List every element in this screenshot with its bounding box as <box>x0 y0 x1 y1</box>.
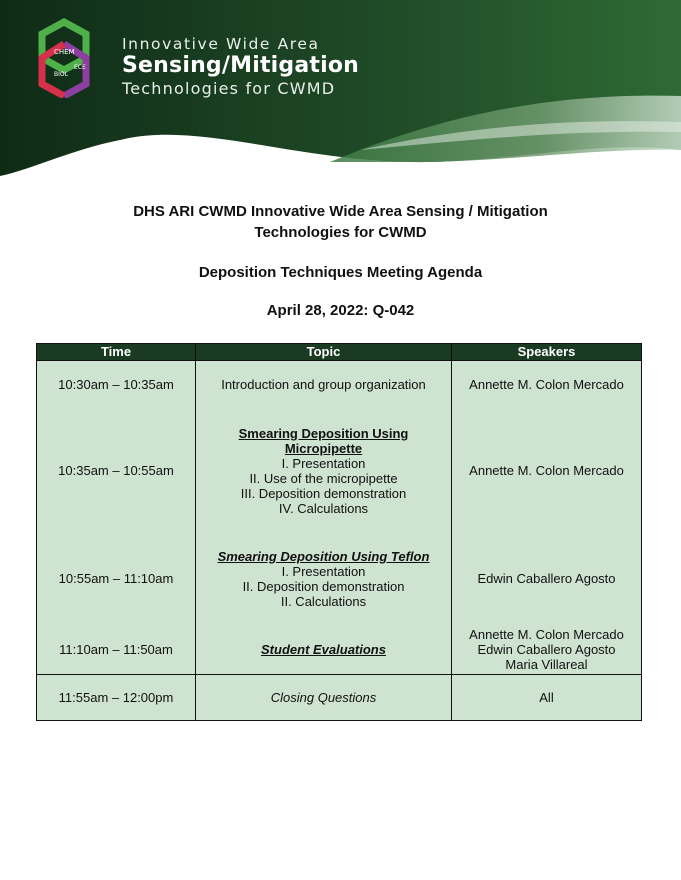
time-cell: 10:30am – 10:35am <box>37 361 196 409</box>
table-row <box>37 625 642 675</box>
header-speakers: Speakers <box>452 344 642 361</box>
speaker-cell: Annette M. Colon Mercado <box>452 361 642 409</box>
agenda-table <box>36 343 642 721</box>
speaker-cell: All <box>452 675 642 721</box>
header-time: Time <box>37 344 196 361</box>
topic-item: II. Calculations <box>280 593 367 609</box>
time-cell: 10:35am – 10:55am <box>37 409 196 533</box>
time-cell: 11:55am – 12:00pm <box>37 675 196 721</box>
topic-cell: Introduction and group organization <box>196 361 452 409</box>
topic-cell <box>196 625 452 675</box>
topic-cell <box>196 533 452 625</box>
logo <box>24 14 108 98</box>
speaker-name: Annette M. Colon Mercado <box>469 626 624 642</box>
topic-item: II. Deposition demonstration <box>242 578 405 594</box>
topic-heading: Smearing Deposition Using Teflon <box>217 548 430 564</box>
topic-heading: Smearing Deposition Using <box>238 425 409 441</box>
table-header-row <box>37 344 642 361</box>
brand-text <box>122 36 359 98</box>
header-topic: Topic <box>196 344 452 361</box>
meeting-date: April 28, 2022: Q-042 <box>266 302 415 319</box>
logo-text-chem: CHEM <box>54 48 75 56</box>
topic-item: III. Deposition demonstration <box>240 485 407 501</box>
speaker-cell <box>452 625 642 675</box>
topic-heading: Micropipette <box>284 440 363 456</box>
brand-line-1: Innovative Wide Area <box>122 35 320 53</box>
topic-item: I. Presentation <box>281 455 366 471</box>
topic-cell <box>196 409 452 533</box>
speaker-cell: Edwin Caballero Agosto <box>452 533 642 625</box>
logo-text-ece: ECE <box>74 64 86 71</box>
time-cell: 10:55am – 11:10am <box>37 533 196 625</box>
speaker-name: Edwin Caballero Agosto <box>477 641 616 657</box>
topic-heading: Student Evaluations <box>261 641 386 657</box>
logo-text-biol: BIOL <box>54 71 68 78</box>
title-line-2: Technologies for CWMD <box>254 224 427 241</box>
agenda-subtitle: Deposition Techniques Meeting Agenda <box>198 264 483 281</box>
topic-item: II. Use of the micropipette <box>249 470 398 486</box>
topic-cell: Closing Questions <box>196 675 452 721</box>
table-row <box>37 675 642 721</box>
time-cell: 11:10am – 11:50am <box>37 625 196 675</box>
document-title <box>0 201 681 243</box>
topic-item: I. Presentation <box>281 563 366 579</box>
topic-item: IV. Calculations <box>278 500 369 516</box>
table-row <box>37 409 642 533</box>
brand-line-3: Technologies for CWMD <box>122 79 336 98</box>
speaker-cell: Annette M. Colon Mercado <box>452 409 642 533</box>
table-row <box>37 533 642 625</box>
speaker-name: Maria Villareal <box>505 656 588 672</box>
title-line-1: DHS ARI CWMD Innovative Wide Area Sensing / Mitigation <box>133 203 548 220</box>
brand-line-2: Sensing/Mitigation <box>122 53 360 78</box>
table-row <box>37 361 642 409</box>
